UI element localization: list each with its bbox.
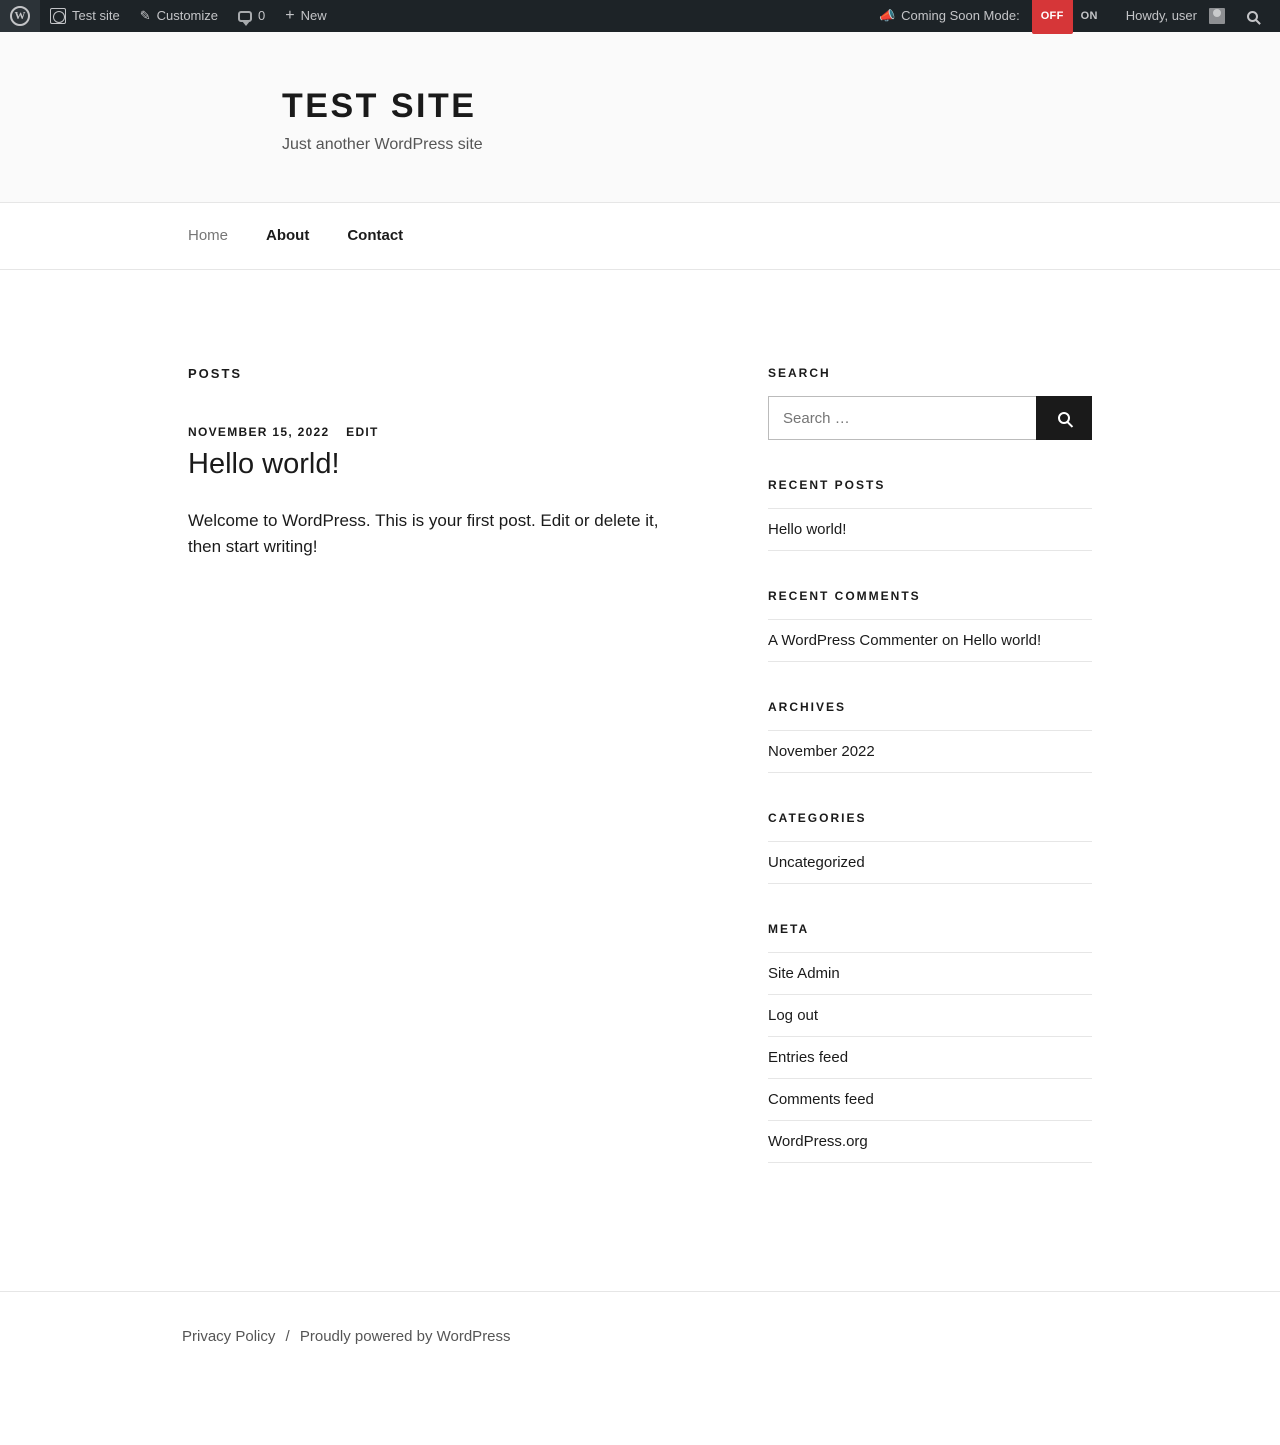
search-icon — [1058, 412, 1070, 424]
new-content-menu[interactable] — [275, 0, 336, 32]
new-label: New — [300, 8, 327, 23]
nav-list — [0, 203, 1280, 269]
admin-bar-search-button[interactable] — [1235, 0, 1270, 32]
customize-link[interactable] — [130, 0, 228, 32]
widget-search — [768, 366, 1092, 440]
footer-separator: / — [285, 1328, 290, 1345]
search-icon — [1247, 11, 1258, 22]
header-wrap — [94, 87, 1186, 154]
comments-count: 0 — [258, 8, 266, 23]
widget-archives — [768, 700, 1092, 773]
powered-by-link[interactable]: Proudly powered by WordPress — [299, 1328, 511, 1345]
megaphone-icon: 📣 — [878, 8, 896, 23]
wordpress-logo-icon — [10, 6, 30, 26]
search-submit-button[interactable] — [1036, 396, 1092, 440]
wp-logo-menu[interactable] — [0, 0, 40, 32]
site-title[interactable]: TEST SITE — [282, 87, 477, 125]
list-item[interactable] — [768, 1079, 1092, 1121]
toggle-off-state[interactable]: OFF — [1032, 0, 1073, 34]
archive-link[interactable]: November 2022 — [768, 743, 875, 760]
plus-icon: + — [285, 7, 295, 24]
meta-link-wordpress-org[interactable]: WordPress.org — [768, 1133, 868, 1150]
recent-posts-list — [768, 508, 1092, 551]
widget-title-search: SEARCH — [768, 366, 831, 380]
meta-link-site-admin[interactable]: Site Admin — [768, 965, 840, 982]
admin-bar-left — [0, 0, 337, 32]
comment-bubble-icon — [238, 11, 252, 22]
list-item[interactable] — [768, 841, 1092, 884]
category-link[interactable]: Uncategorized — [768, 854, 865, 871]
list-item[interactable] — [768, 995, 1092, 1037]
header-inner — [282, 87, 1186, 154]
nav-item-about[interactable] — [266, 227, 309, 245]
site-footer — [0, 1291, 1280, 1381]
post-title-text: Hello world! — [188, 448, 340, 480]
list-item[interactable] — [768, 1121, 1092, 1163]
comments-link[interactable] — [228, 0, 275, 32]
post-meta — [188, 425, 728, 439]
nav-item-home[interactable] — [188, 227, 228, 245]
post-date-link[interactable]: NOVEMBER 15, 2022 — [188, 425, 330, 439]
widget-meta — [768, 922, 1092, 1163]
search-form — [768, 396, 1092, 440]
site-tagline: Just another WordPress site — [282, 136, 483, 153]
meta-list — [768, 952, 1092, 1163]
howdy-label: Howdy, user — [1125, 8, 1197, 23]
list-item[interactable] — [768, 952, 1092, 995]
comment-author: A WordPress Commenter — [768, 632, 938, 649]
site-name-menu[interactable] — [40, 0, 130, 32]
search-input[interactable] — [768, 396, 1036, 440]
list-item[interactable] — [768, 1037, 1092, 1079]
widget-title-meta: META — [768, 922, 810, 936]
meta-link-entries-feed[interactable]: Entries feed — [768, 1049, 849, 1066]
coming-soon-label: Coming Soon Mode: — [901, 8, 1020, 23]
posts-section-label: POSTS — [188, 366, 243, 381]
post-edit-link[interactable]: EDIT — [346, 425, 379, 439]
list-item[interactable] — [768, 508, 1092, 551]
widget-title-archives: ARCHIVES — [768, 700, 847, 714]
widget-title-categories: CATEGORIES — [768, 811, 867, 825]
widget-categories — [768, 811, 1092, 884]
list-item[interactable] — [768, 619, 1092, 662]
content-area — [188, 270, 1280, 1201]
meta-link-comments-feed[interactable]: Comments feed — [768, 1091, 874, 1108]
archives-list — [768, 730, 1092, 773]
categories-list — [768, 841, 1092, 884]
coming-soon-mode[interactable] — [869, 0, 1116, 32]
footer-inner — [182, 1328, 1280, 1345]
primary-navigation — [0, 203, 1280, 270]
main-content — [188, 366, 728, 1201]
home-icon — [50, 8, 66, 24]
nav-link-home[interactable]: Home — [188, 227, 229, 244]
nav-link-contact[interactable]: Contact — [347, 227, 404, 244]
widget-title-recent-comments: RECENT COMMENTS — [768, 589, 921, 603]
pencil-icon: ✎ — [139, 8, 151, 23]
widget-recent-posts — [768, 478, 1092, 551]
widget-recent-comments — [768, 589, 1092, 662]
toggle-on-state[interactable]: ON — [1080, 10, 1098, 22]
nav-link-about[interactable]: About — [266, 227, 310, 244]
comment-on-word: on — [937, 632, 963, 649]
nav-item-contact[interactable] — [347, 227, 403, 245]
privacy-policy-link[interactable]: Privacy Policy — [182, 1328, 276, 1345]
avatar — [1209, 8, 1225, 24]
site-name-label: Test site — [72, 8, 120, 23]
widget-title-recent-posts: RECENT POSTS — [768, 478, 886, 492]
recent-post-link[interactable]: Hello world! — [768, 521, 847, 538]
list-item[interactable] — [768, 730, 1092, 773]
post-article — [188, 425, 728, 560]
post-title[interactable] — [188, 447, 728, 482]
sidebar — [768, 366, 1092, 1201]
site-header — [0, 32, 1280, 203]
customize-label: Customize — [156, 8, 219, 23]
recent-comments-list — [768, 619, 1092, 662]
my-account-menu[interactable] — [1116, 0, 1235, 32]
coming-soon-toggle[interactable] — [1032, 0, 1106, 34]
meta-link-log-out[interactable]: Log out — [768, 1007, 819, 1024]
admin-bar — [0, 0, 1280, 32]
post-excerpt: Welcome to WordPress. This is your first post. Edit or delete it, then start writing! — [188, 510, 659, 557]
admin-bar-right — [869, 0, 1280, 32]
comment-post-link[interactable]: Hello world! — [962, 632, 1042, 649]
